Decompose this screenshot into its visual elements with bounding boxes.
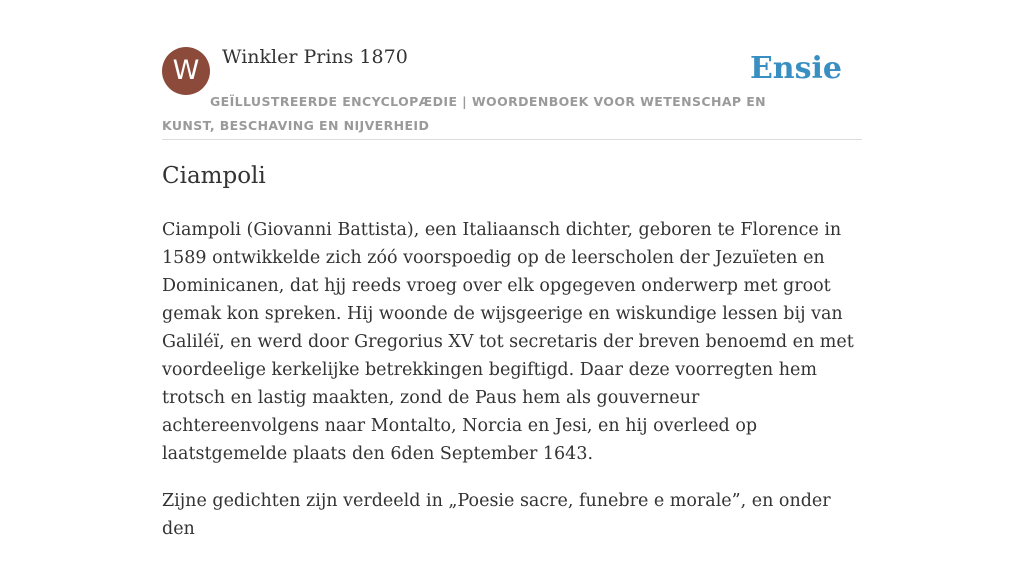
brand-logo[interactable]: Ensie xyxy=(749,51,842,86)
publication-avatar[interactable]: W xyxy=(162,47,210,95)
header-divider xyxy=(162,139,862,140)
article-headword: Ciampoli xyxy=(162,163,266,189)
article-body xyxy=(162,216,862,562)
publication-subtitle: GEÏLLUSTREERDE ENCYCLOPÆDIE | WOORDENBOEK VOOR WETENSCHAP EN KUNST, BESCHAVING EN NIJVERHEID xyxy=(162,94,767,133)
article-paragraph: Ciampoli (Giovanni Battista), een Italiaansch dichter, geboren te Florence in 1589 ontwikkelde zich zóó voorspoedig op de leerscholen der Jezuïeten en Dominicanen, dat hjj reeds vroeg over elk opgegeven onderwerp met groot gemak kon spreken. Hij woonde de wijsgeerige en wiskundige lessen bij van Galiléï, en werd door Gregorius XV tot secretaris der breven benoemd en met voordeelige kerkelijke betrekkingen begiftigd. Daar deze voorregten hem trotsch en lastig maakten, zond de Paus hem als gouverneur achtereenvolgens naar Montalto, Norcia en Jesi, en hij overleed op laatstgemelde plaats den 6den September 1643. xyxy=(162,220,854,464)
article-paragraph: Zijne gedichten zijn verdeeld in „Poesie sacre, funebre e morale”, en onder den xyxy=(162,491,831,539)
publication-title[interactable]: Winkler Prins 1870 xyxy=(222,46,408,68)
